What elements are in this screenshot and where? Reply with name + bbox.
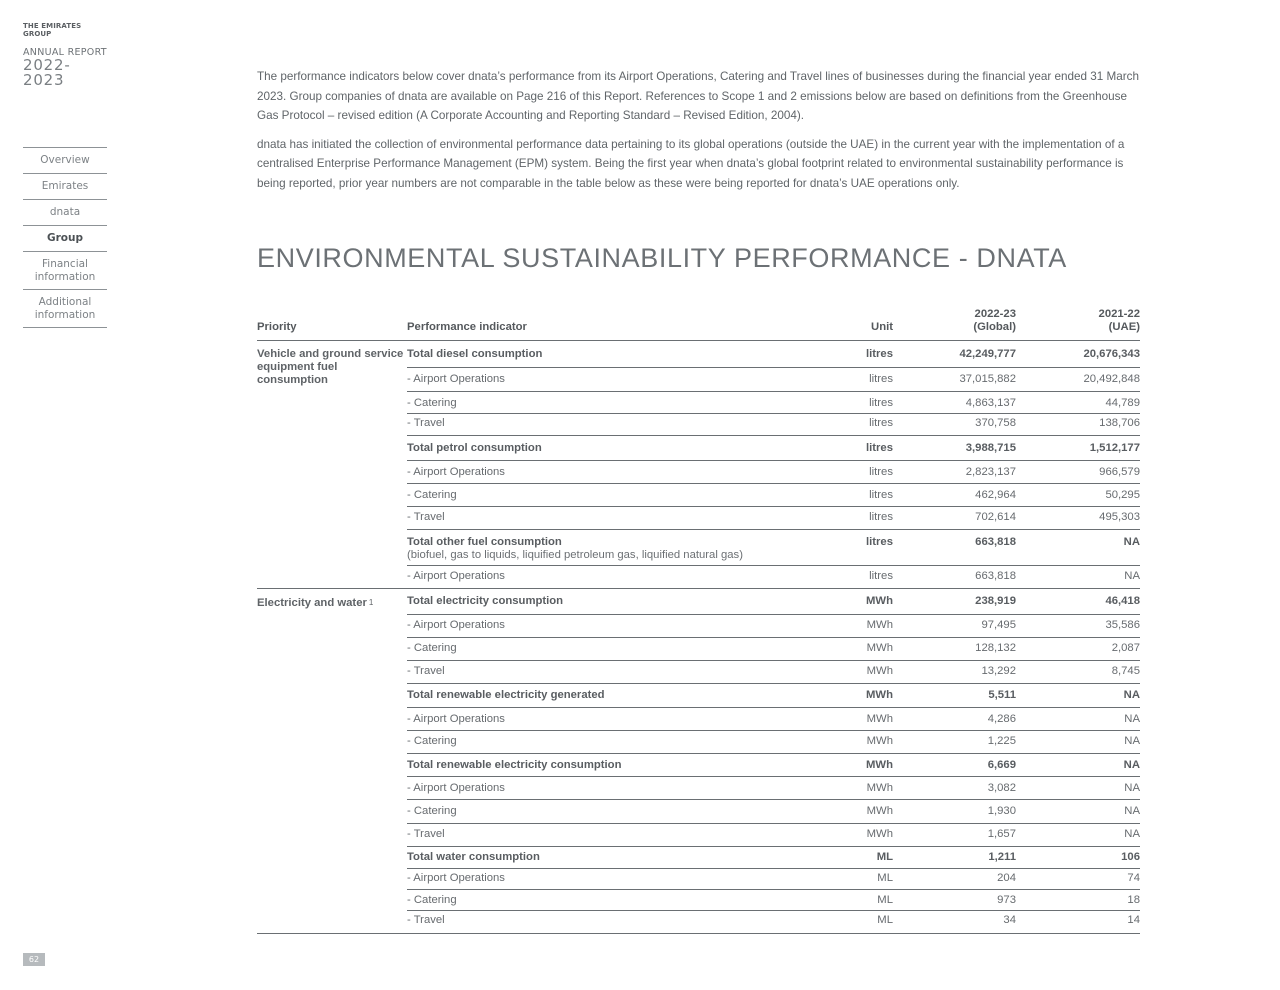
value-2021-22-cell: 495,303 bbox=[1099, 511, 1140, 523]
value-2021-22-cell: NA bbox=[1124, 735, 1140, 747]
nav-item-dnata[interactable] bbox=[23, 200, 107, 226]
unit-cell: MWh bbox=[866, 689, 893, 701]
value-2021-22-cell: 966,579 bbox=[1099, 466, 1140, 478]
indicator-cell: - Travel bbox=[407, 665, 445, 677]
table-row bbox=[407, 435, 1140, 460]
value-2021-22-cell: NA bbox=[1124, 570, 1140, 582]
value-2022-23-cell: 6,669 bbox=[987, 759, 1016, 771]
environmental-performance-table bbox=[257, 300, 1140, 934]
unit-cell: litres bbox=[869, 570, 893, 582]
value-2022-23-cell: 1,930 bbox=[987, 805, 1016, 817]
table-row bbox=[407, 683, 1140, 707]
header-2022-line2: (Global) bbox=[973, 321, 1016, 333]
table-row bbox=[407, 730, 1140, 753]
table-row bbox=[407, 823, 1140, 846]
intro-paragraph-2: dnata has initiated the collection of environmental performance data pertaining to its global operations (outside the UAE) in the current year with the implementation of a centralised Enterprise Performance Management (EPM) system. Being the first year when dnata’s global footprint related to environmental sustainability performance is being reported, prior year numbers are not comparable in the table below as these were being reported for dnata’s UAE operations only. bbox=[257, 137, 1125, 190]
nav-item-overview[interactable] bbox=[23, 148, 107, 174]
unit-cell: litres bbox=[865, 442, 893, 454]
nav-item-additional-information[interactable] bbox=[23, 290, 107, 328]
unit-cell: litres bbox=[865, 536, 893, 548]
unit-cell: litres bbox=[869, 489, 893, 501]
value-2021-22-cell: 138,706 bbox=[1099, 417, 1140, 429]
unit-cell: litres bbox=[865, 348, 893, 360]
value-2022-23-cell: 5,511 bbox=[988, 689, 1016, 701]
indicator-cell: - Catering bbox=[407, 642, 457, 654]
value-2021-22-cell: NA bbox=[1124, 782, 1140, 794]
value-2021-22-cell: 106 bbox=[1121, 851, 1140, 863]
intro-text bbox=[257, 67, 1147, 202]
header-2021-line2: (UAE) bbox=[1108, 321, 1140, 333]
value-2022-23-cell: 1,211 bbox=[988, 851, 1016, 863]
nav-item-label: dnata bbox=[49, 206, 81, 219]
section-title: ENVIRONMENTAL SUSTAINABILITY PERFORMANCE - DNATA bbox=[257, 243, 1067, 273]
unit-cell: MWh bbox=[866, 642, 893, 654]
table-row bbox=[407, 367, 1140, 391]
indicator-cell: - Travel bbox=[407, 511, 445, 523]
unit-cell: MWh bbox=[866, 713, 893, 725]
nav-item-label: Financial information bbox=[34, 258, 96, 283]
value-2022-23-cell: 37,015,882 bbox=[959, 373, 1016, 385]
footnote-marker: 1 bbox=[368, 598, 374, 607]
value-2022-23-cell: 2,823,137 bbox=[965, 466, 1016, 478]
nav-item-label: Additional information bbox=[34, 296, 96, 321]
header-unit: Unit bbox=[871, 321, 893, 333]
table-row bbox=[407, 589, 1140, 614]
table-row bbox=[407, 483, 1140, 506]
page-number: 62 bbox=[23, 953, 45, 966]
header-priority: Priority bbox=[257, 321, 297, 333]
table-group bbox=[257, 341, 1140, 589]
value-2021-22-cell: 46,418 bbox=[1105, 595, 1140, 607]
report-year: 2022-2023 bbox=[23, 56, 71, 89]
unit-cell: MWh bbox=[866, 595, 893, 607]
value-2021-22-cell: 50,295 bbox=[1105, 489, 1140, 501]
value-2021-22-cell: 20,676,343 bbox=[1083, 348, 1140, 360]
priority-label: Electricity and water bbox=[257, 597, 367, 609]
nav-item-label: Overview bbox=[40, 154, 90, 167]
nav-item-label: Group bbox=[46, 232, 83, 245]
table-row bbox=[407, 529, 1140, 565]
unit-cell: MWh bbox=[866, 619, 893, 631]
header-2021-22 bbox=[1017, 308, 1140, 334]
value-2021-22-cell: 20,492,848 bbox=[1083, 373, 1140, 385]
table-row bbox=[407, 846, 1140, 868]
value-2022-23-cell: 973 bbox=[997, 894, 1016, 906]
value-2021-22-cell: 44,789 bbox=[1105, 397, 1140, 409]
indicator-label: Total other fuel consumption bbox=[407, 536, 562, 548]
unit-cell: MWh bbox=[866, 782, 893, 794]
indicator-cell: - Catering bbox=[407, 489, 457, 501]
indicator-cell: - Airport Operations bbox=[407, 466, 505, 478]
indicator-cell: - Travel bbox=[407, 417, 445, 429]
priority-cell bbox=[257, 589, 407, 933]
indicator-cell: - Airport Operations bbox=[407, 570, 505, 582]
unit-cell: ML bbox=[876, 851, 893, 863]
unit-cell: MWh bbox=[866, 805, 893, 817]
priority-label: Vehicle and ground service equipment fuel consumption bbox=[257, 348, 404, 386]
table-row bbox=[407, 391, 1140, 413]
unit-cell: ML bbox=[877, 872, 893, 884]
value-2022-23-cell: 34 bbox=[1003, 914, 1016, 926]
table-row bbox=[407, 637, 1140, 660]
unit-cell: litres bbox=[869, 373, 893, 385]
table-row bbox=[407, 565, 1140, 588]
intro-paragraph-1: The performance indicators below cover dnata’s performance from its Airport Operations, Catering and Travel lines of businesses during the financial year ended 31 March 2023. Group companies of dnata are available on Page 216 of this Report. References to Scope 1 and 2 emissions below are based on definitions from the Greenhouse Gas Protocol – revised edition (A Corporate Accounting and Reporting Standard – Revised Edition, 2004). bbox=[257, 70, 1139, 122]
indicator-cell bbox=[407, 536, 743, 562]
value-2022-23-cell: 3,988,715 bbox=[965, 442, 1016, 454]
value-2021-22-cell: NA bbox=[1123, 536, 1140, 548]
value-2021-22-cell: NA bbox=[1124, 805, 1140, 817]
value-2021-22-cell: NA bbox=[1123, 689, 1140, 701]
value-2022-23-cell: 663,818 bbox=[975, 536, 1016, 548]
value-2021-22-cell: 74 bbox=[1127, 872, 1140, 884]
value-2021-22-cell: 2,087 bbox=[1111, 642, 1140, 654]
header-indicator: Performance indicator bbox=[407, 321, 527, 333]
indicator-cell: - Travel bbox=[407, 914, 445, 926]
nav-item-label: Emirates bbox=[41, 180, 89, 193]
indicator-cell: Total renewable electricity generated bbox=[407, 689, 605, 701]
value-2022-23-cell: 1,657 bbox=[987, 828, 1016, 840]
table-row bbox=[407, 506, 1140, 529]
header-2022-23 bbox=[897, 308, 1016, 334]
unit-cell: MWh bbox=[866, 828, 893, 840]
unit-cell: MWh bbox=[866, 735, 893, 747]
table-row bbox=[407, 460, 1140, 483]
value-2021-22-cell: 35,586 bbox=[1105, 619, 1140, 631]
value-2022-23-cell: 42,249,777 bbox=[959, 348, 1016, 360]
table-row bbox=[407, 889, 1140, 910]
report-branding bbox=[23, 22, 107, 88]
table-row bbox=[407, 707, 1140, 730]
table-group bbox=[257, 589, 1140, 934]
value-2021-22-cell: 14 bbox=[1127, 914, 1140, 926]
priority-cell bbox=[257, 341, 407, 588]
value-2021-22-cell: 1,512,177 bbox=[1089, 442, 1140, 454]
indicator-cell: - Airport Operations bbox=[407, 373, 505, 385]
value-2021-22-cell: NA bbox=[1124, 828, 1140, 840]
unit-cell: MWh bbox=[866, 759, 893, 771]
value-2022-23-cell: 4,286 bbox=[987, 713, 1016, 725]
nav-item-group[interactable] bbox=[23, 226, 107, 252]
table-row bbox=[407, 776, 1140, 799]
nav-item-emirates[interactable] bbox=[23, 174, 107, 200]
table-row bbox=[407, 910, 1140, 933]
value-2022-23-cell: 663,818 bbox=[975, 570, 1016, 582]
indicator-cell: - Airport Operations bbox=[407, 619, 505, 631]
value-2022-23-cell: 3,082 bbox=[987, 782, 1016, 794]
table-body bbox=[257, 341, 1140, 934]
indicator-cell: - Catering bbox=[407, 735, 457, 747]
table-row bbox=[407, 799, 1140, 823]
table-header bbox=[257, 300, 1140, 341]
report-label: ANNUAL REPORT bbox=[23, 47, 107, 58]
group-name: THE EMIRATES GROUP bbox=[23, 22, 82, 38]
value-2022-23-cell: 13,292 bbox=[981, 665, 1016, 677]
table-row bbox=[407, 868, 1140, 889]
value-2022-23-cell: 1,225 bbox=[987, 735, 1016, 747]
header-2021-line1: 2021-22 bbox=[1098, 308, 1140, 320]
table-row bbox=[407, 413, 1140, 435]
indicator-note: (biofuel, gas to liquids, liquified petroleum gas, liquified natural gas) bbox=[407, 549, 743, 561]
header-2022-line1: 2022-23 bbox=[974, 308, 1016, 320]
value-2022-23-cell: 370,758 bbox=[975, 417, 1016, 429]
indicator-cell: Total water consumption bbox=[407, 851, 540, 863]
unit-cell: MWh bbox=[866, 665, 893, 677]
unit-cell: litres bbox=[869, 466, 893, 478]
value-2021-22-cell: NA bbox=[1123, 759, 1140, 771]
unit-cell: ML bbox=[877, 914, 893, 926]
indicator-cell: - Catering bbox=[407, 397, 457, 409]
indicator-cell: Total renewable electricity consumption bbox=[407, 759, 622, 771]
value-2021-22-cell: 18 bbox=[1127, 894, 1140, 906]
indicator-cell: - Airport Operations bbox=[407, 872, 505, 884]
unit-cell: litres bbox=[869, 511, 893, 523]
table-row bbox=[407, 614, 1140, 637]
indicator-cell: - Travel bbox=[407, 828, 445, 840]
table-row bbox=[407, 753, 1140, 776]
section-nav bbox=[23, 147, 107, 328]
value-2022-23-cell: 4,863,137 bbox=[965, 397, 1016, 409]
nav-item-financial-information[interactable] bbox=[23, 252, 107, 290]
indicator-cell: Total diesel consumption bbox=[407, 348, 543, 360]
indicator-cell: Total electricity consumption bbox=[407, 595, 564, 607]
value-2021-22-cell: 8,745 bbox=[1111, 665, 1140, 677]
indicator-cell: Total petrol consumption bbox=[407, 442, 542, 454]
unit-cell: ML bbox=[877, 894, 893, 906]
table-row bbox=[407, 341, 1140, 367]
indicator-cell: - Catering bbox=[407, 894, 457, 906]
table-row bbox=[407, 660, 1140, 683]
indicator-cell: - Airport Operations bbox=[407, 713, 505, 725]
value-2022-23-cell: 702,614 bbox=[975, 511, 1016, 523]
value-2021-22-cell: NA bbox=[1124, 713, 1140, 725]
unit-cell: litres bbox=[869, 397, 893, 409]
value-2022-23-cell: 238,919 bbox=[975, 595, 1016, 607]
value-2022-23-cell: 128,132 bbox=[975, 642, 1016, 654]
indicator-cell: - Airport Operations bbox=[407, 782, 505, 794]
value-2022-23-cell: 204 bbox=[997, 872, 1016, 884]
value-2022-23-cell: 462,964 bbox=[975, 489, 1016, 501]
value-2022-23-cell: 97,495 bbox=[981, 619, 1016, 631]
unit-cell: litres bbox=[869, 417, 893, 429]
indicator-cell: - Catering bbox=[407, 805, 457, 817]
